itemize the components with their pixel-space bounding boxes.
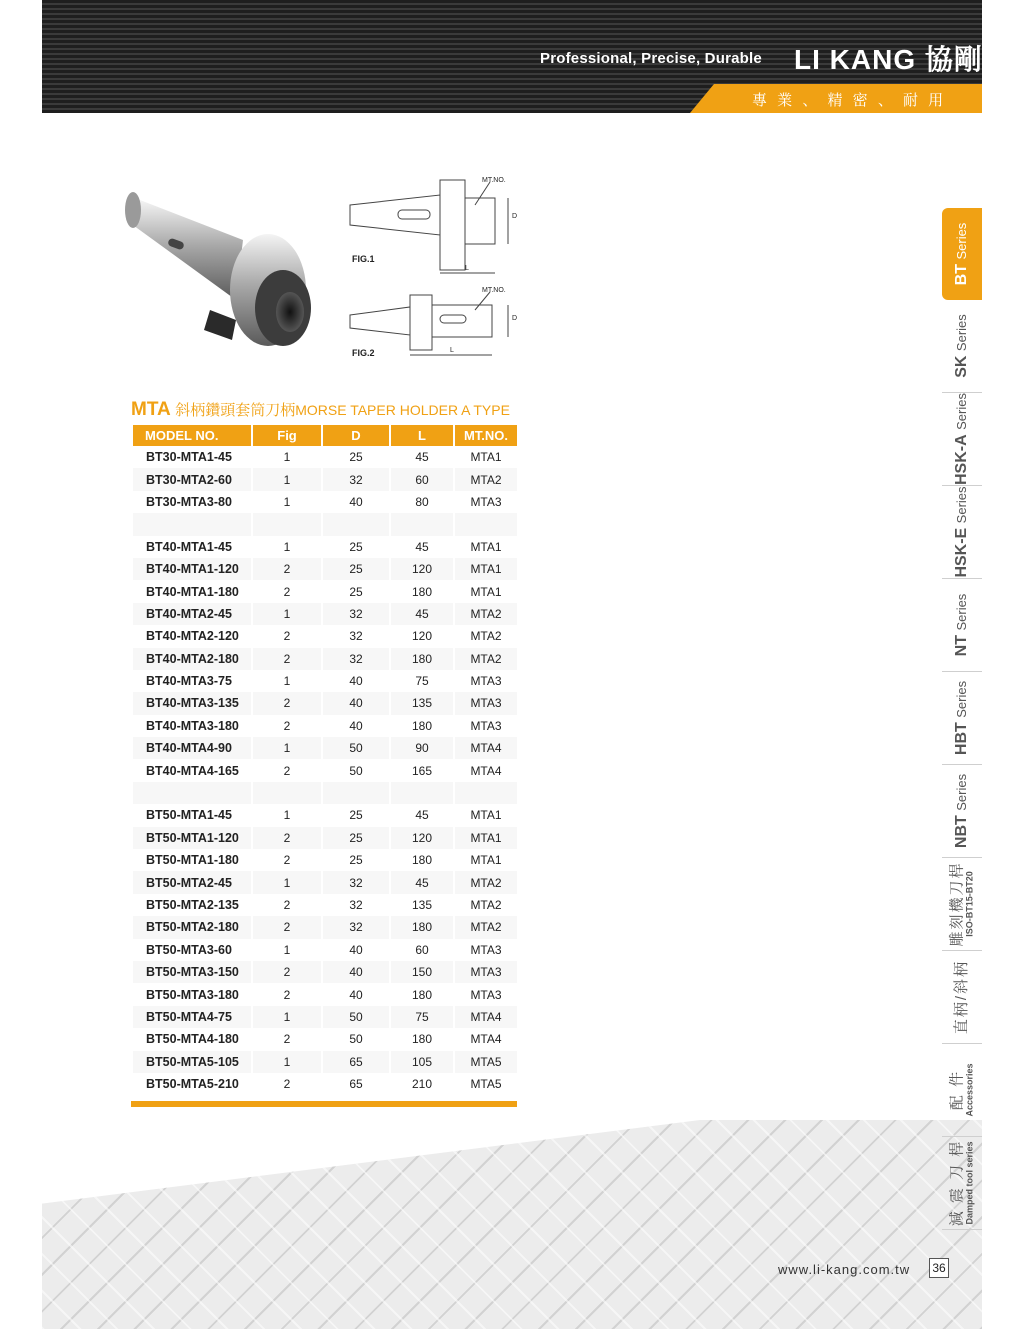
- fig-cell: 1: [253, 491, 321, 513]
- fig-cell: 2: [253, 1028, 321, 1050]
- mt-no-cell: MTA3: [455, 491, 517, 513]
- l-cell: 45: [391, 536, 453, 558]
- model-no-cell: BT40-MTA2-120: [133, 625, 251, 647]
- model-no-cell: BT50-MTA2-180: [133, 916, 251, 938]
- section-title-en: MORSE TAPER HOLDER A TYPE: [295, 402, 510, 418]
- series-tab-suffix: Series: [954, 222, 969, 260]
- model-no-cell: BT50-MTA1-120: [133, 827, 251, 849]
- fig-cell: 1: [253, 804, 321, 826]
- series-tab[interactable]: [942, 858, 982, 951]
- series-tab-title: 直柄/斜柄: [953, 959, 971, 1035]
- d-cell: 40: [323, 939, 389, 961]
- series-tab-suffix: Series: [954, 773, 969, 811]
- series-tab-label: [953, 774, 971, 848]
- table-row: [133, 939, 517, 961]
- d-cell: 32: [323, 468, 389, 490]
- section-title-zh: 斜柄鑽頭套筒刀柄: [175, 402, 296, 419]
- series-tab-title: 配 件: [948, 1069, 966, 1111]
- table-row: [133, 759, 517, 781]
- brand-logo: LI KANG 協剛: [794, 44, 983, 75]
- model-no-cell: BT40-MTA1-45: [133, 536, 251, 558]
- l-cell: [391, 513, 453, 535]
- l-cell: 180: [391, 983, 453, 1005]
- fig-cell: 1: [253, 737, 321, 759]
- series-tab-code: HBT: [953, 722, 970, 756]
- l-cell: 60: [391, 468, 453, 490]
- header-d: D: [323, 425, 389, 446]
- series-tab-label: [953, 594, 971, 657]
- mt-no-cell: MTA2: [455, 625, 517, 647]
- model-no-cell: BT50-MTA4-180: [133, 1028, 251, 1050]
- table-row: [133, 558, 517, 580]
- mt-no-cell: MTA2: [455, 468, 517, 490]
- model-no-cell: BT40-MTA1-120: [133, 558, 251, 580]
- table-row: [133, 625, 517, 647]
- d-cell: 25: [323, 446, 389, 468]
- d-cell: 50: [323, 737, 389, 759]
- l-cell: [391, 782, 453, 804]
- series-tab-label: [949, 1140, 974, 1227]
- table-bottom-rule: [131, 1101, 517, 1107]
- mt-no-cell: MTA2: [455, 648, 517, 670]
- model-no-cell: BT50-MTA4-75: [133, 1006, 251, 1028]
- series-tab-suffix: Series: [954, 593, 969, 631]
- series-tab[interactable]: [942, 486, 982, 579]
- model-no-cell: BT40-MTA3-135: [133, 692, 251, 714]
- d-cell: 32: [323, 871, 389, 893]
- mt-no-cell: [455, 782, 517, 804]
- l-cell: 180: [391, 1028, 453, 1050]
- fig-cell: 2: [253, 625, 321, 647]
- d-cell: 65: [323, 1051, 389, 1073]
- l-cell: 45: [391, 804, 453, 826]
- d-cell: 25: [323, 804, 389, 826]
- mt-no-cell: MTA3: [455, 670, 517, 692]
- table-row: [133, 871, 517, 893]
- fig-cell: [253, 782, 321, 804]
- d-cell: 40: [323, 715, 389, 737]
- d-label-2: D: [512, 315, 518, 322]
- series-tab-title: 雕刻機刀桿: [948, 861, 966, 947]
- table-row: [133, 468, 517, 490]
- series-tab-label: [953, 223, 971, 286]
- model-no-cell: BT30-MTA2-60: [133, 468, 251, 490]
- l-cell: 180: [391, 916, 453, 938]
- series-tab[interactable]: [942, 1044, 982, 1137]
- d-cell: 32: [323, 916, 389, 938]
- series-tab-suffix: Series: [954, 314, 969, 352]
- mt-no-cell: MTA4: [455, 737, 517, 759]
- series-tab-label: [953, 486, 971, 577]
- header-tagline: Professional, Precise, Durable: [540, 50, 762, 67]
- l-cell: 210: [391, 1073, 453, 1095]
- mt-no-cell: MTA1: [455, 558, 517, 580]
- mt-no-cell: MTA3: [455, 939, 517, 961]
- model-no-cell: [133, 782, 251, 804]
- l-label-1: L: [465, 265, 469, 272]
- l-cell: 135: [391, 692, 453, 714]
- table-row: [133, 648, 517, 670]
- mt-no-cell: MTA1: [455, 804, 517, 826]
- d-cell: 25: [323, 827, 389, 849]
- table-row: [133, 513, 517, 535]
- spec-table: [131, 425, 519, 1095]
- series-tab-code: NT: [953, 634, 970, 657]
- fig-cell: 2: [253, 759, 321, 781]
- model-no-cell: BT50-MTA3-180: [133, 983, 251, 1005]
- model-no-cell: BT50-MTA2-45: [133, 871, 251, 893]
- d-cell: 25: [323, 849, 389, 871]
- mt-no-cell: MTA4: [455, 1006, 517, 1028]
- d-cell: 65: [323, 1073, 389, 1095]
- d-cell: 40: [323, 961, 389, 983]
- series-tab-subtitle: Accessories: [964, 1063, 975, 1117]
- fig-cell: 1: [253, 536, 321, 558]
- table-row: [133, 580, 517, 602]
- model-no-cell: BT50-MTA5-105: [133, 1051, 251, 1073]
- model-no-cell: BT50-MTA1-180: [133, 849, 251, 871]
- model-no-cell: BT30-MTA1-45: [133, 446, 251, 468]
- mt-no-cell: MTA1: [455, 446, 517, 468]
- series-tab-code: BT: [953, 263, 970, 286]
- l-cell: 75: [391, 670, 453, 692]
- table-row: [133, 983, 517, 1005]
- model-no-cell: BT50-MTA1-45: [133, 804, 251, 826]
- d-cell: 25: [323, 580, 389, 602]
- table-row: [133, 961, 517, 983]
- fig-cell: 2: [253, 894, 321, 916]
- mt-no-cell: MTA1: [455, 827, 517, 849]
- series-tab-code: HSK-A: [953, 434, 970, 485]
- model-no-cell: BT40-MTA2-180: [133, 648, 251, 670]
- series-tab-label: [949, 861, 974, 946]
- series-tab-label: [953, 314, 971, 378]
- table-row: [133, 782, 517, 804]
- model-no-cell: BT50-MTA2-135: [133, 894, 251, 916]
- l-cell: 105: [391, 1051, 453, 1073]
- model-no-cell: BT30-MTA3-80: [133, 491, 251, 513]
- mt-no-cell: MTA1: [455, 849, 517, 871]
- mtno-label-2: MT.NO.: [482, 287, 506, 294]
- d-cell: 32: [323, 625, 389, 647]
- l-label-2: L: [450, 347, 454, 354]
- l-cell: 90: [391, 737, 453, 759]
- d-cell: 32: [323, 648, 389, 670]
- header-subtitle: 專 業 、 精 密 、 耐 用: [752, 92, 947, 109]
- l-cell: 80: [391, 491, 453, 513]
- mt-no-cell: MTA5: [455, 1073, 517, 1095]
- fig-cell: 2: [253, 580, 321, 602]
- l-cell: 120: [391, 558, 453, 580]
- l-cell: 150: [391, 961, 453, 983]
- l-cell: 165: [391, 759, 453, 781]
- d-cell: [323, 782, 389, 804]
- series-tab-label: [954, 960, 970, 1034]
- table-row: [133, 670, 517, 692]
- table-row: [133, 1006, 517, 1028]
- header-mt-no: MT.NO.: [455, 425, 517, 446]
- d-cell: 32: [323, 894, 389, 916]
- fig1-label: FIG.1: [352, 254, 375, 264]
- fig-cell: 1: [253, 871, 321, 893]
- table-row: [133, 1073, 517, 1095]
- section-title: [131, 399, 510, 421]
- l-cell: 180: [391, 849, 453, 871]
- model-no-cell: BT40-MTA1-180: [133, 580, 251, 602]
- d-cell: [323, 513, 389, 535]
- d-cell: 50: [323, 759, 389, 781]
- fig-cell: 1: [253, 1051, 321, 1073]
- model-no-cell: BT40-MTA4-165: [133, 759, 251, 781]
- mt-no-cell: MTA2: [455, 603, 517, 625]
- fig-cell: 1: [253, 603, 321, 625]
- series-tab[interactable]: [942, 393, 982, 486]
- model-no-cell: BT40-MTA4-90: [133, 737, 251, 759]
- header-l: L: [391, 425, 453, 446]
- fig-cell: 2: [253, 692, 321, 714]
- header-model-no: MODEL NO.: [133, 425, 251, 446]
- table-row: [133, 827, 517, 849]
- series-tab[interactable]: [942, 951, 982, 1044]
- l-cell: 45: [391, 446, 453, 468]
- fig-cell: 1: [253, 468, 321, 490]
- fig-cell: 2: [253, 827, 321, 849]
- background-floor-pattern: [42, 1120, 982, 1329]
- fig-cell: 2: [253, 961, 321, 983]
- series-tab[interactable]: [942, 1137, 982, 1230]
- series-tab-code: SK: [953, 355, 970, 378]
- model-no-cell: [133, 513, 251, 535]
- l-cell: 60: [391, 939, 453, 961]
- model-no-cell: BT50-MTA3-60: [133, 939, 251, 961]
- series-tab[interactable]: [942, 300, 982, 393]
- header-fig: Fig: [253, 425, 321, 446]
- model-no-cell: BT40-MTA2-45: [133, 603, 251, 625]
- d-cell: 40: [323, 491, 389, 513]
- fig-cell: 2: [253, 1073, 321, 1095]
- series-tab[interactable]: [942, 765, 982, 858]
- l-cell: 180: [391, 715, 453, 737]
- l-cell: 180: [391, 648, 453, 670]
- table-row: [133, 1028, 517, 1050]
- d-cell: 50: [323, 1006, 389, 1028]
- table-row: [133, 603, 517, 625]
- mt-no-cell: MTA3: [455, 961, 517, 983]
- series-tab-code: NBT: [953, 815, 970, 849]
- mt-no-cell: MTA1: [455, 536, 517, 558]
- d-cell: 25: [323, 558, 389, 580]
- mt-no-cell: MTA3: [455, 715, 517, 737]
- page-number: 36: [929, 1258, 949, 1278]
- table-row: [133, 491, 517, 513]
- d-cell: 25: [323, 536, 389, 558]
- technical-drawing: [340, 170, 525, 365]
- mt-no-cell: MTA4: [455, 759, 517, 781]
- table-row: [133, 804, 517, 826]
- d-cell: 40: [323, 983, 389, 1005]
- fig-cell: 2: [253, 648, 321, 670]
- d-cell: 40: [323, 692, 389, 714]
- d-cell: 40: [323, 670, 389, 692]
- table-row: [133, 446, 517, 468]
- model-no-cell: BT40-MTA3-75: [133, 670, 251, 692]
- table-row: [133, 916, 517, 938]
- l-cell: 45: [391, 603, 453, 625]
- table-row: [133, 1051, 517, 1073]
- fig-cell: 2: [253, 983, 321, 1005]
- table-row: [133, 737, 517, 759]
- series-tab-label: [953, 681, 971, 755]
- l-cell: 75: [391, 1006, 453, 1028]
- l-cell: 135: [391, 894, 453, 916]
- l-cell: 120: [391, 827, 453, 849]
- series-tab[interactable]: [942, 579, 982, 672]
- fig-cell: [253, 513, 321, 535]
- series-tab[interactable]: [942, 672, 982, 765]
- section-code: MTA: [131, 399, 171, 420]
- series-tab-suffix: Series: [954, 486, 969, 524]
- model-no-cell: BT50-MTA5-210: [133, 1073, 251, 1095]
- mt-no-cell: MTA5: [455, 1051, 517, 1073]
- d-cell: 32: [323, 603, 389, 625]
- mtno-label-1: MT.NO.: [482, 177, 506, 184]
- fig-cell: 2: [253, 558, 321, 580]
- table-row: [133, 715, 517, 737]
- series-tab-bar: [942, 208, 982, 1230]
- model-no-cell: BT40-MTA3-180: [133, 715, 251, 737]
- fig-cell: 2: [253, 715, 321, 737]
- fig-cell: 1: [253, 939, 321, 961]
- series-tab-suffix: Series: [954, 680, 969, 718]
- d-cell: 50: [323, 1028, 389, 1050]
- table-header-row: [133, 425, 517, 446]
- fig-cell: 1: [253, 1006, 321, 1028]
- d-label-1: D: [512, 213, 518, 220]
- fig-cell: 2: [253, 849, 321, 871]
- mt-no-cell: [455, 513, 517, 535]
- fig-cell: 1: [253, 446, 321, 468]
- mt-no-cell: MTA2: [455, 871, 517, 893]
- mt-no-cell: MTA3: [455, 692, 517, 714]
- mt-no-cell: MTA3: [455, 983, 517, 1005]
- tool-holder-photo: [118, 180, 328, 365]
- series-tab-code: HSK-E: [953, 527, 970, 578]
- l-cell: 180: [391, 580, 453, 602]
- fig-cell: 2: [253, 916, 321, 938]
- series-tab-label: [949, 1063, 974, 1116]
- footer-url: www.li-kang.com.tw: [778, 1262, 911, 1277]
- l-cell: 120: [391, 625, 453, 647]
- l-cell: 45: [391, 871, 453, 893]
- table-row: [133, 536, 517, 558]
- series-tab-title: 減 震 刀 桿: [948, 1139, 966, 1227]
- fig2-label: FIG.2: [352, 348, 375, 358]
- mt-no-cell: MTA1: [455, 580, 517, 602]
- table-row: [133, 849, 517, 871]
- mt-no-cell: MTA2: [455, 894, 517, 916]
- mt-no-cell: MTA4: [455, 1028, 517, 1050]
- model-no-cell: BT50-MTA3-150: [133, 961, 251, 983]
- mt-no-cell: MTA2: [455, 916, 517, 938]
- series-tab-subtitle: ISO-BT15-BT20: [964, 871, 975, 937]
- series-tab-suffix: Series: [954, 393, 969, 430]
- table-row: [133, 894, 517, 916]
- table-row: [133, 692, 517, 714]
- series-tab[interactable]: [942, 208, 982, 300]
- series-tab-subtitle: Damped tool series: [964, 1141, 975, 1225]
- fig-cell: 1: [253, 670, 321, 692]
- series-tab-label: [953, 393, 971, 485]
